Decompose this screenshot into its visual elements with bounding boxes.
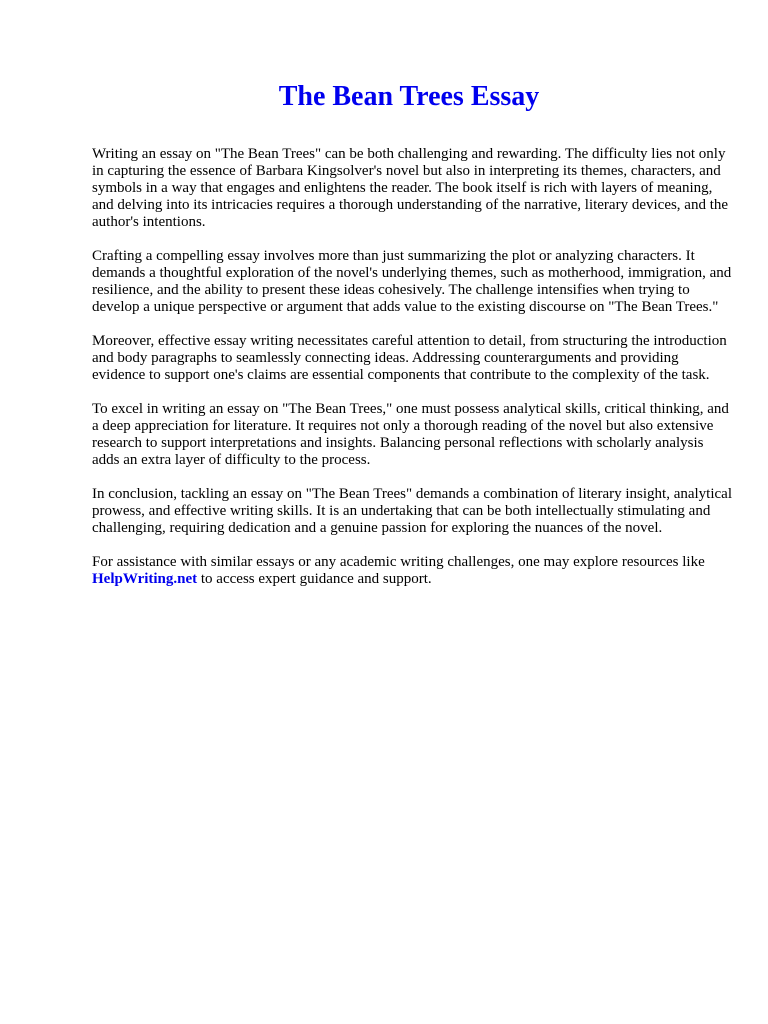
essay-body (92, 146, 732, 605)
paragraph-6 (92, 554, 732, 588)
paragraph-1: Writing an essay on "The Bean Trees" can be both challenging and rewarding. The difficulty lies not only in capturing the essence of Barbara Kingsolver's novel but also in interpreting its themes, characters, and symbols in a way that engages and enlightens the reader. The book itself is rich with layers of meaning, and delving into its intricacies requires a thorough understanding of the narrative, literary devices, and the author's intentions. (92, 146, 729, 230)
paragraph-5: In conclusion, tackling an essay on "The Bean Trees" demands a combination of literary insight, analytical prowess, and effective writing skills. It is an undertaking that can be both intellectually stimulating and challenging, requiring dedication and a genuine passion for exploring the nuances of the novel. (92, 486, 733, 536)
paragraph-4: To excel in writing an essay on "The Bean Trees," one must possess analytical skills, critical thinking, and a deep appreciation for literature. It requires not only a thorough reading of the novel but also extensive research to support interpretations and insights. Balancing personal reflections with scholarly analysis adds an extra layer of difficulty to the process. (92, 401, 729, 468)
paragraph-6-after-link: to access expert guidance and support. (197, 571, 432, 587)
paragraph-6-before-link: For assistance with similar essays or any academic writing challenges, one may explore resources like (92, 554, 705, 570)
paragraph-2: Crafting a compelling essay involves more than just summarizing the plot or analyzing characters. It demands a thoughtful exploration of the novel's underlying themes, such as motherhood, immigration, and resilience, and the ability to present these ideas cohesively. The challenge intensifies when trying to develop a unique perspective or argument that adds value to the existing discourse on "The Bean Trees." (92, 248, 732, 315)
paragraph-3: Moreover, effective essay writing necessitates careful attention to detail, from structuring the introduction and body paragraphs to seamlessly connecting ideas. Addressing counterarguments and providing evidence to support one's claims are essential components that contribute to the complexity of the task. (92, 333, 727, 383)
helpwriting-link[interactable]: HelpWriting.net (92, 571, 198, 587)
page-title: The Bean Trees Essay (278, 81, 540, 112)
